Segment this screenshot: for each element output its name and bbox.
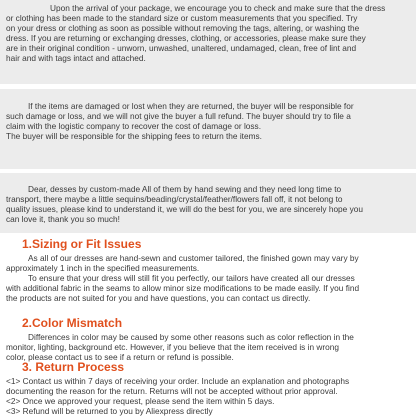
text-line: transport, there maybe a little sequins/beading/crystal/feather/flowers fall off, it not belong to: [6, 194, 343, 204]
return-step-2: <2> Once we approved your request, please send the item within 5 days.: [6, 396, 275, 406]
text-line: Upon the arrival of your package, we encourage you to check and make sure that the dress: [50, 3, 386, 13]
text-line: can love it, thank you so much!: [6, 214, 120, 224]
inspection-notice-text: [6, 3, 410, 63]
text-line: Dear, desses by custom-made All of them by hand sewing and they need long time to: [28, 184, 342, 194]
color-mismatch-text: [6, 332, 410, 362]
text-line: quality issues, please kind to understand it, we will do the best for you, we are sincerely hope you: [6, 204, 363, 214]
text-line: approximately 1 inch in the specified measurements.: [6, 263, 200, 273]
text-line: To ensure that your dress will still fit you perfectly, our tailors have created all our dresses: [28, 273, 355, 283]
text-line: monitor, lighting, background etc. However, if you believe that the item received is in wrong: [6, 342, 339, 352]
section-heading: 2.Color Mismatch: [22, 316, 123, 330]
return-step-1-continued: documenting the reason for the return. Returns will not be accepted without prior approval.: [6, 386, 338, 396]
handmade-notice-box: [0, 173, 416, 233]
damage-loss-notice-box: [0, 89, 416, 169]
text-line: with additional fabric in the seams to allow minor size modifications to be made easily. If you find: [6, 283, 360, 293]
return-process-section: [0, 360, 416, 416]
section-heading: 3. Return Process: [22, 360, 125, 374]
text-line: Differences in color may be caused by some other reasons such as color reflection in the: [28, 332, 354, 342]
text-line: are in their original condition - unworn, unwashed, unaltered, undamaged, clean, free of lint and: [6, 43, 357, 53]
text-line: dress. If you are returning or exchanging dresses, clothing, or accessories, please make sure they: [6, 33, 366, 43]
text-line: If the items are damaged or lost when they are returned, the buyer will be responsible for: [28, 101, 354, 111]
text-line: such damage or loss, and we will not give the buyer a full refund. The buyer should try to file a: [6, 111, 351, 121]
text-line: As all of our dresses are hand-sewn and customer tailored, the finished gown may vary by: [28, 253, 359, 263]
text-line: The buyer will be responsible for the shipping fees to return the items.: [6, 131, 262, 141]
text-line: color, please contact us to see if a return or refund is possible.: [6, 352, 234, 362]
text-line: the products are not suited for you and have questions, you can contact us directly.: [6, 293, 311, 303]
text-line: or clothing has been made to the standard size or custom measurements that you specified. Try: [6, 13, 358, 23]
sizing-fit-text: [6, 253, 410, 303]
color-mismatch-section: [0, 316, 416, 362]
damage-loss-notice-text: [6, 101, 410, 141]
section-heading: 1.Sizing or Fit Issues: [22, 237, 142, 251]
text-line: claim with the logistic company to recover the cost of damage or loss.: [6, 121, 262, 131]
handmade-notice-text: [6, 184, 410, 224]
inspection-notice-box: [0, 0, 416, 84]
sizing-fit-section: [0, 237, 416, 303]
return-step-1: <1> Contact us within 7 days of receiving your order. Include an explanation and photographs: [6, 376, 350, 386]
return-step-3: <3> Refund will be returned to you by Aliexpress directly: [6, 406, 213, 416]
text-line: on your dress or clothing as soon as possible without removing the tags, altering, or washing the: [6, 23, 360, 33]
text-line: hair and with tags intact and attached.: [6, 53, 146, 63]
